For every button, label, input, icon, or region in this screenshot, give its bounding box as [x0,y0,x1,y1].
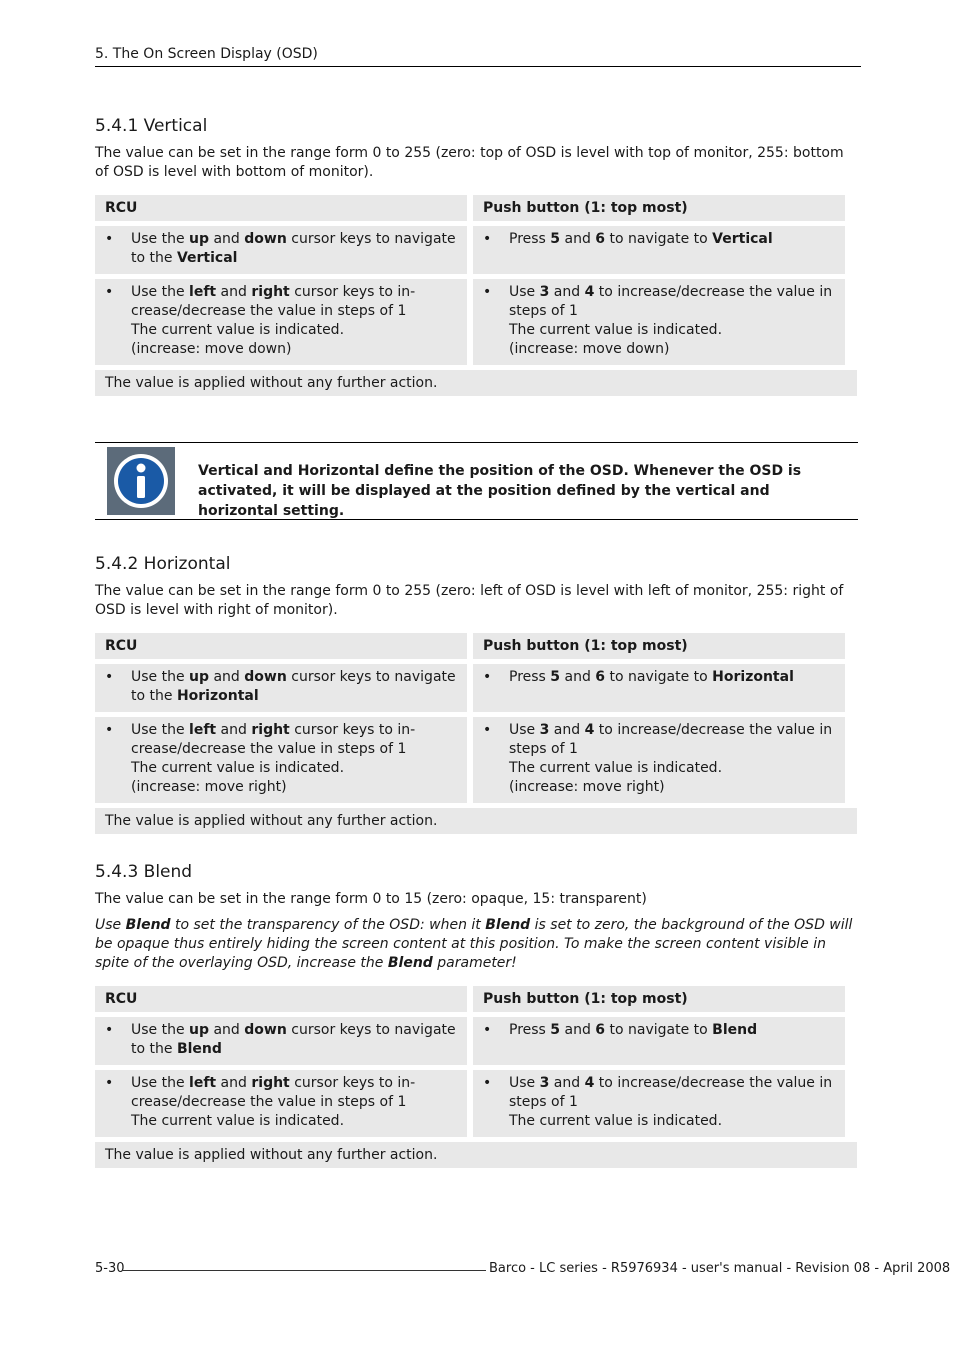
table-header-row [95,633,857,659]
table-row [95,1070,857,1137]
blend-note: Use Blend to set the transparency of the OSD: when it Blend is set to zero, the background of the OSD will be opaque thus entirely hiding the screen content at this position. To make the screen content visible in spite of the overlaying OSD, increase the Blend parameter! [95,917,853,971]
col-push-header: Push button (1: top most) [473,195,845,221]
section-title-horizontal: 5.4.2 Horizontal [95,554,231,574]
table-header-row [95,986,857,1012]
list-item: • Use the up and down cursor keys to navigate to the Horizontal [105,668,457,706]
list-item: • Press 5 and 6 to navigate to Blend [483,1021,835,1040]
blend-table [95,986,857,1173]
blend-intro: The value can be set in the range form 0 to 15 (zero: opaque, 15: transparent) [95,891,647,907]
rcu-navigate-cell [95,1017,467,1065]
list-item: • Press 5 and 6 to navigate to Horizontal [483,668,835,687]
table-footer-note: The value is applied without any further action. [95,808,857,834]
list-item: • Press 5 and 6 to navigate to Vertical [483,230,835,249]
table-header-row [95,195,857,221]
list-item: • Use 3 and 4 to increase/decrease the value in steps of 1 The current value is indicated. (increase: move right) [483,721,835,797]
col-rcu-header: RCU [95,986,467,1012]
rcu-adjust-cell [95,717,467,803]
table-footer-row [95,808,857,834]
rcu-adjust-cell [95,279,467,365]
push-navigate-cell [473,664,845,712]
section-title-blend: 5.4.3 Blend [95,862,193,882]
col-push-header: Push button (1: top most) [473,633,845,659]
list-item: • Use the up and down cursor keys to navigate to the Vertical [105,230,457,268]
rcu-navigate-cell [95,664,467,712]
table-row [95,279,857,365]
push-navigate-cell [473,1017,845,1065]
footer-divider [122,1270,486,1271]
section-title-vertical: 5.4.1 Vertical [95,116,208,136]
chapter-title: 5. The On Screen Display (OSD) [95,46,318,62]
table-footer-note: The value is applied without any further action. [95,1142,857,1168]
table-row [95,664,857,712]
table-row [95,1017,857,1065]
push-navigate-cell [473,226,845,274]
push-adjust-cell [473,279,845,365]
horizontal-intro: The value can be set in the range form 0 to 255 (zero: left of OSD is level with left of monitor, 255: right of OSD is level with right of monitor). [95,583,844,618]
list-item: • Use the left and right cursor keys to in-crease/decrease the value in steps of 1 The current value is indicated. [105,1074,457,1131]
col-push-header: Push button (1: top most) [473,986,845,1012]
col-rcu-header: RCU [95,195,467,221]
list-item: • Use the up and down cursor keys to navigate to the Blend [105,1021,457,1059]
push-adjust-cell [473,1070,845,1137]
vertical-table [95,195,857,401]
push-adjust-cell [473,717,845,803]
list-item: • Use the left and right cursor keys to in-crease/decrease the value in steps of 1 The current value is indicated. (increase: move right) [105,721,457,797]
page-number: 5-30 [95,1261,125,1276]
table-footer-row [95,370,857,396]
info-note [95,442,858,520]
table-row [95,226,857,274]
list-item: • Use the left and right cursor keys to in-crease/decrease the value in steps of 1 The current value is indicated. (increase: move down) [105,283,457,359]
table-footer-note: The value is applied without any further action. [95,370,857,396]
running-header [95,44,861,67]
rcu-navigate-cell [95,226,467,274]
table-footer-row [95,1142,857,1168]
info-icon [107,447,175,515]
rcu-adjust-cell [95,1070,467,1137]
info-note-text: Vertical and Horizontal define the position of the OSD. Whenever the OSD is activated, it will be displayed at the position defined by the vertical and horizontal setting. [198,463,802,519]
vertical-intro: The value can be set in the range form 0 to 255 (zero: top of OSD is level with top of monitor, 255: bottom of OSD is level with bottom of monitor). [95,145,844,180]
col-rcu-header: RCU [95,633,467,659]
list-item: • Use 3 and 4 to increase/decrease the value in steps of 1 The current value is indicated. (increase: move down) [483,283,835,359]
list-item: • Use 3 and 4 to increase/decrease the value in steps of 1 The current value is indicated. [483,1074,835,1131]
table-row [95,717,857,803]
horizontal-table [95,633,857,839]
document-info: Barco - LC series - R5976934 - user's manual - Revision 08 - April 2008 [489,1261,951,1276]
